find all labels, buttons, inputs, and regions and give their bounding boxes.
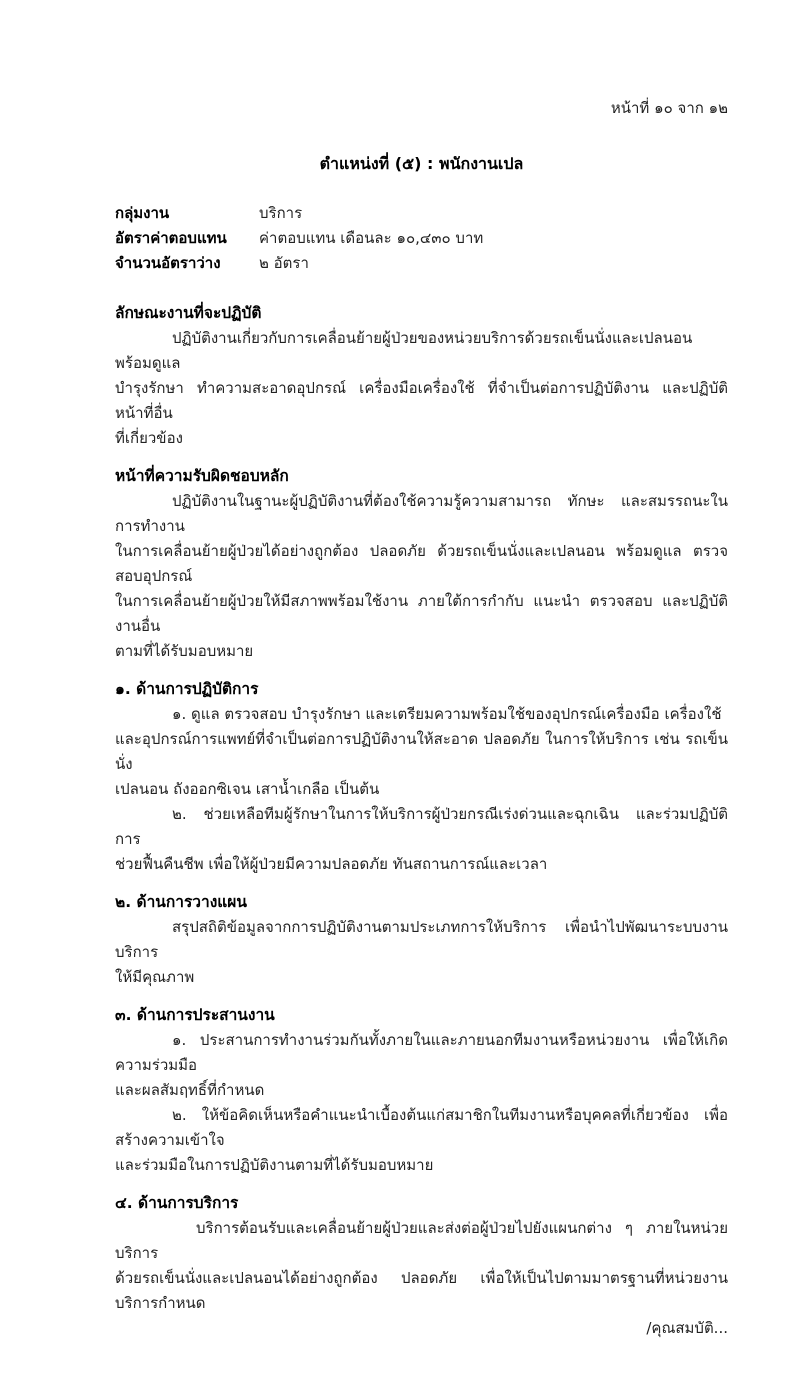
text-line: ด้วยรถเข็นนั่งและเปลนอนได้อย่างถูกต้อง ปลอดภัย เพื่อให้เป็นไปตามมาตรฐานที่หน่วยงานบริการกำหนด — [115, 1269, 728, 1312]
field-label: กลุ่มงาน — [115, 204, 170, 222]
field-row — [115, 251, 728, 276]
text-line: ๒. ให้ข้อคิดเห็นหรือคำแนะนำเบื้องต้นแก่สมาชิกในทีมงานหรือบุคคลที่เกี่ยวข้อง เพื่อสร้างความเข้าใจ — [115, 1106, 728, 1149]
section-heading: หน้าที่ความรับผิดชอบหลัก — [115, 467, 289, 485]
field-row — [115, 201, 728, 226]
page-title: ตำแหน่งที่ (๕) : พนักงานเปล — [319, 154, 524, 173]
text-line: ๑. ประสานการทำงานร่วมกันทั้งภายในและภายนอกทีมงานหรือหน่วยงาน เพื่อให้เกิดความร่วมมือ — [115, 1031, 728, 1074]
text-line: บำรุงรักษา ทำความสะอาดอุปกรณ์ เครื่องมือเครื่องใช้ ที่จำเป็นต่อการปฏิบัติงาน และปฏิบัติหน้าที่อื่น — [115, 379, 728, 422]
text-line: ปฏิบัติงานเกี่ยวกับการเคลื่อนย้ายผู้ป่วยของหน่วยบริการด้วยรถเข็นนั่งและเปลนอน พร้อมดูแล — [115, 329, 693, 372]
text-line: สรุปสถิติข้อมูลจากการปฏิบัติงานตามประเภทการให้บริการ เพื่อนำไปพัฒนาระบบงานบริการ — [115, 918, 728, 961]
field-value: ๒ อัตรา — [259, 254, 309, 272]
field-value: บริการ — [259, 204, 303, 222]
text-line: ปฏิบัติงานในฐานะผู้ปฏิบัติงานที่ต้องใช้ความรู้ความสามารถ ทักษะ และสมรรถนะในการทำงาน — [115, 492, 728, 535]
text-line: ที่เกี่ยวข้อง — [115, 429, 183, 447]
section-heading: ๓. ด้านการประสานงาน — [115, 1006, 275, 1024]
section-heading: ลักษณะงานที่จะปฏิบัติ — [115, 304, 262, 322]
text-line: และร่วมมือในการปฏิบัติงานตามที่ได้รับมอบหมาย — [115, 1156, 434, 1174]
text-line: เปลนอน ถังออกซิเจน เสาน้ำเกลือ เป็นต้น — [115, 780, 380, 798]
text-line: ช่วยฟื้นคืนชีพ เพื่อให้ผู้ป่วยมีความปลอดภัย ทันสถานการณ์และเวลา — [115, 855, 548, 873]
text-line: ในการเคลื่อนย้ายผู้ป่วยได้อย่างถูกต้อง ปลอดภัย ด้วยรถเข็นนั่งและเปลนอน พร้อมดูแล ตรวจสอบอุปกรณ์ — [115, 542, 728, 585]
text-line: ๑. ดูแล ตรวจสอบ บำรุงรักษา และเตรียมความพร้อมใช้ของอุปกรณ์เครื่องมือ เครื่องใช้ — [172, 705, 722, 723]
field-list — [115, 201, 728, 276]
field-label: จำนวนอัตราว่าง — [115, 254, 221, 272]
text-line: และอุปกรณ์การแพทย์ที่จำเป็นต่อการปฏิบัติงานให้สะอาด ปลอดภัย ในการให้บริการ เช่น รถเข็นนั่ง — [115, 730, 728, 773]
section-heading: ๔. ด้านการบริการ — [115, 1194, 239, 1212]
text-line: ตามที่ได้รับมอบหมาย — [115, 642, 254, 660]
text-line: บริการต้อนรับและเคลื่อนย้ายผู้ป่วยและส่งต่อผู้ป่วยไปยังแผนกต่าง ๆ ภายในหน่วยบริการ — [115, 1219, 728, 1262]
continuation-note: /คุณสมบัติ... — [646, 1319, 728, 1337]
text-line: และผลสัมฤทธิ์ที่กำหนด — [115, 1081, 265, 1099]
text-line: ให้มีคุณภาพ — [115, 968, 195, 986]
text-line: ในการเคลื่อนย้ายผู้ป่วยให้มีสภาพพร้อมใช้งาน ภายใต้การกำกับ แนะนำ ตรวจสอบ และปฏิบัติงานอื่น — [115, 592, 728, 635]
field-value: ค่าตอบแทน เดือนละ ๑๐,๔๓๐ บาท — [259, 229, 484, 247]
section-heading: ๑. ด้านการปฏิบัติการ — [115, 680, 259, 698]
text-line: ๒. ช่วยเหลือทีมผู้รักษาในการให้บริการผู้ป่วยกรณีเร่งด่วนและฉุกเฉิน และร่วมปฏิบัติการ — [115, 805, 728, 848]
field-label: อัตราค่าตอบแทน — [115, 229, 227, 247]
page-number: หน้าที่ ๑๐ จาก ๑๒ — [610, 99, 728, 117]
field-row — [115, 226, 728, 251]
section-heading: ๒. ด้านการวางแผน — [115, 893, 247, 911]
